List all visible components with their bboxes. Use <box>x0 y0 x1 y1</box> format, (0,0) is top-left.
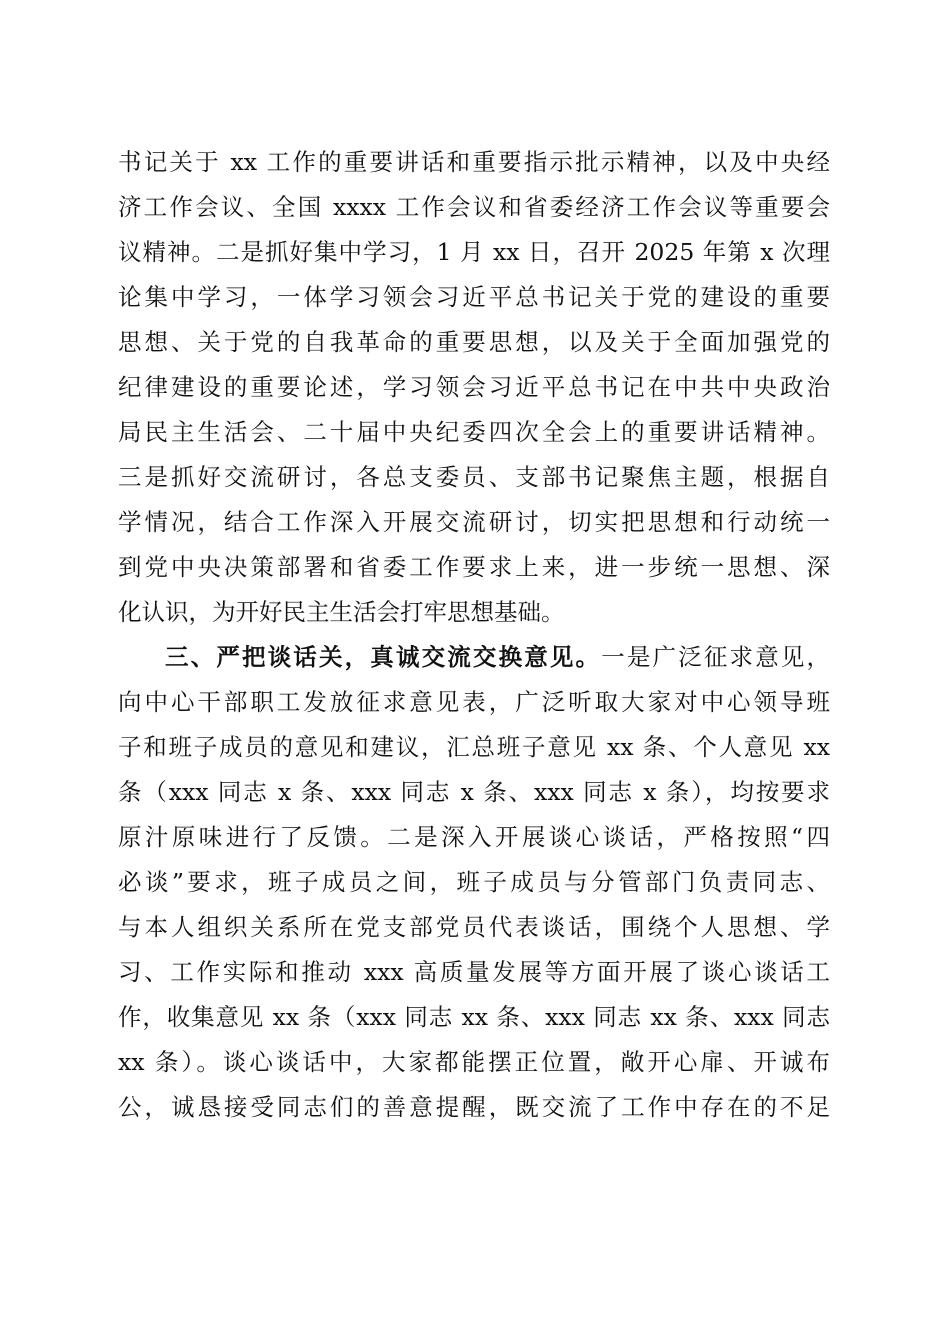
section-3-heading: 三、严把谈话关，真诚交流交换意见。 <box>165 643 602 671</box>
text-line: 书记关于 xx 工作的重要讲话和重要指示批示精神，以及中央经 <box>118 148 830 176</box>
text-line: xx 条）。谈心谈话中，大家都能摆正位置，敞开心扉、开诚布 <box>118 1048 830 1076</box>
text-line: 学情况，结合工作深入开展交流研讨，切实把思想和行动统一 <box>118 508 830 536</box>
text-line: 三是抓好交流研讨，各总支委员、支部书记聚焦主题，根据自 <box>118 463 830 491</box>
text-line: 纪律建设的重要论述，学习领会习近平总书记在中共中央政治 <box>118 373 830 401</box>
text-line: 公，诚恳接受同志们的善意提醒，既交流了工作中存在的不足 <box>118 1093 830 1121</box>
text-line: 作，收集意见 xx 条（xxx 同志 xx 条、xxx 同志 xx 条、xxx 同志 <box>118 1003 830 1031</box>
text-line: 化认识，为开好民主生活会打牢思想基础。 <box>118 598 565 626</box>
text-line: 局民主生活会、二十届中央纪委四次全会上的重要讲话精神。 <box>118 418 830 446</box>
text-line: 向中心干部职工发放征求意见表，广泛听取大家对中心领导班 <box>118 688 830 716</box>
text-line: 济工作会议、全国 xxxx 工作会议和省委经济工作会议等重要会 <box>118 193 830 221</box>
text-line: 到党中央决策部署和省委工作要求上来，进一步统一思想、深 <box>118 553 830 581</box>
text-line: 条（xxx 同志 x 条、xxx 同志 x 条、xxx 同志 x 条），均按要求 <box>118 778 830 806</box>
text-line: 与本人组织关系所在党支部党员代表谈话，围绕个人思想、学 <box>118 913 830 941</box>
text-line: 思想、关于党的自我革命的重要思想，以及关于全面加强党的 <box>118 328 830 356</box>
text-line: 议精神。二是抓好集中学习，1 月 xx 日，召开 2025 年第 x 次理 <box>118 238 830 266</box>
body-text <box>118 140 830 1130</box>
text-line: 论集中学习，一体学习领会习近平总书记关于党的建设的重要 <box>118 283 830 311</box>
section-3-first-line-text: 一是广泛征求意见， <box>601 643 830 671</box>
text-line: 原汁原味进行了反馈。二是深入开展谈心谈话，严格按照“四 <box>118 823 830 851</box>
section-3-first-line <box>118 635 830 680</box>
text-line: 习、工作实际和推动 xxx 高质量发展等方面开展了谈心谈话工 <box>118 958 830 986</box>
text-line: 子和班子成员的意见和建议，汇总班子意见 xx 条、个人意见 xx <box>118 733 830 761</box>
text-line: 必谈”要求，班子成员之间，班子成员与分管部门负责同志、 <box>118 868 830 896</box>
